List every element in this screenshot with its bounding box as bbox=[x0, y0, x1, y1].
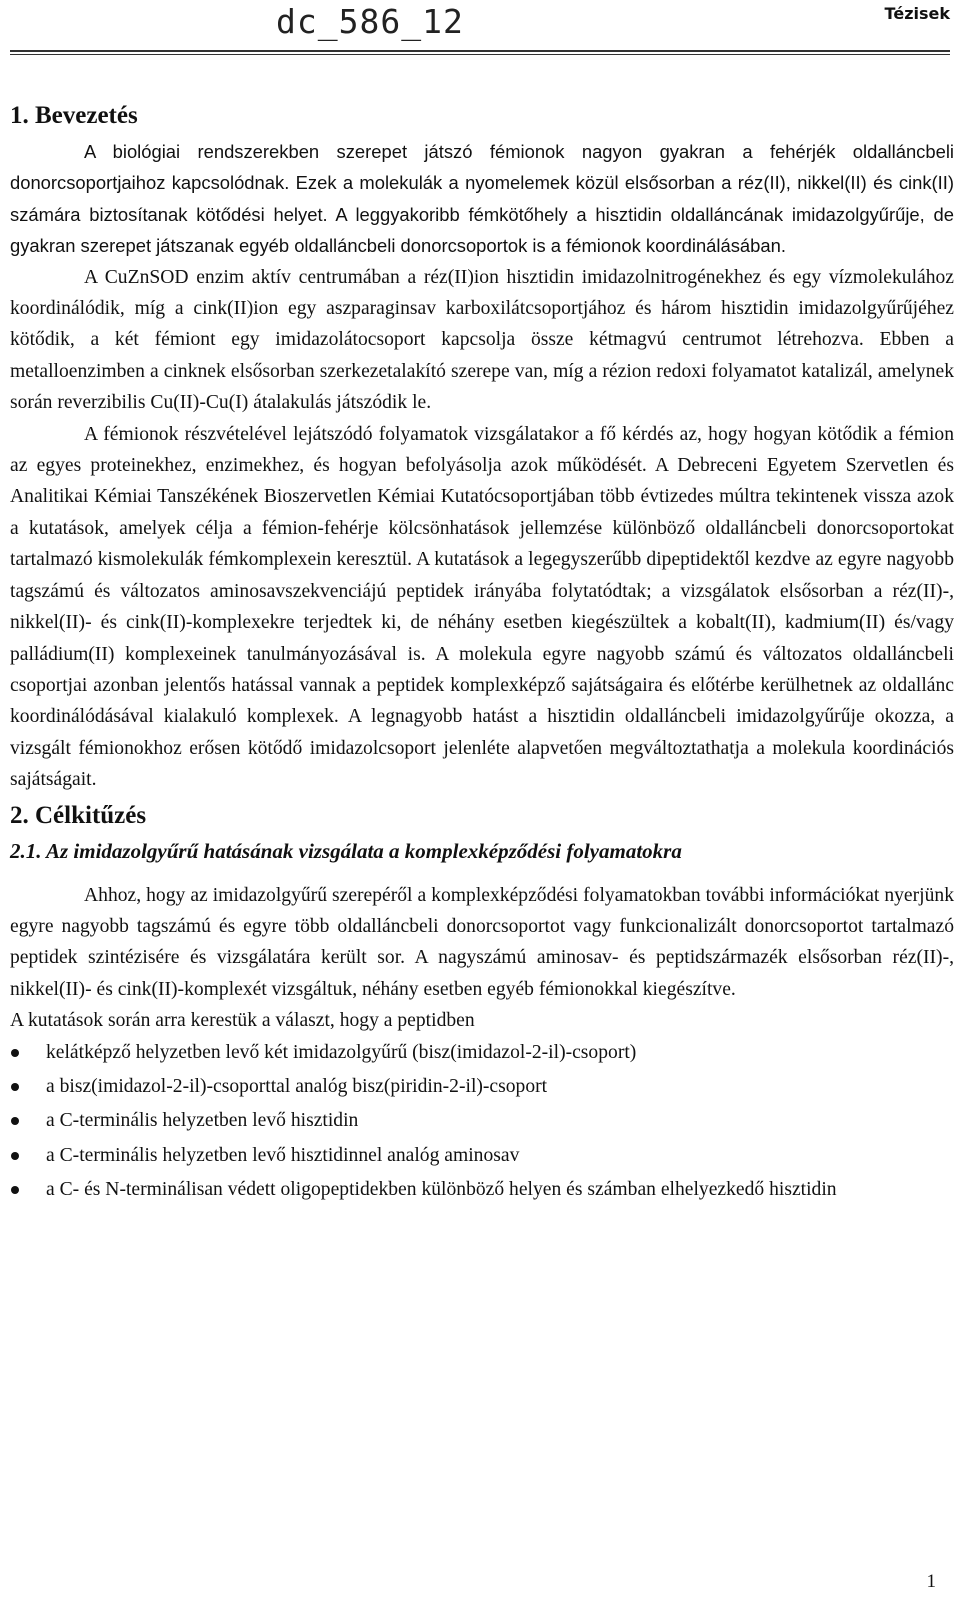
objectives-paragraph: Ahhoz, hogy az imidazolgyűrű szerepéről a komplexképződési folyamatokban további információkat nyerjünk egyre nagyobb tagszámú és egyre több oldalláncbeli donorcsoportot vagy funkcionalizált donorcsoportot tartalmazó peptidek szintézisére és vizsgálatára került sor. A nagyszámú aminosav- és peptidszármazék elsősorban réz(II)-, nikkel(II)- és cink(II)-komplexét vizsgáltuk, néhány esetben egyéb fémionokkal kiegészítve. bbox=[10, 884, 954, 1000]
list-item bbox=[10, 1174, 954, 1205]
document-body bbox=[10, 96, 954, 1209]
list-item bbox=[10, 1037, 954, 1068]
objectives-bullet-list bbox=[10, 1037, 954, 1206]
bullet-icon bbox=[11, 1083, 19, 1091]
intro-paragraph-3: A fémionok részvételével lejátszódó folyamatok vizsgálatakor a fő kérdés az, hogy hogyan kötődik a fémion az egyes proteinekhez, enzimekhez, és hogyan befolyásolja azok működését. A Debreceni Egyetem Szervetlen és Analitikai Kémiai Tanszékének Bioszervetlen Kémiai Kutatócsoportjában több évtizedes múltra tekintenek vissza azok a kutatások, amelyek célja a fémion-fehérje kölcsönhatások jellemzése különböző oldalláncbeli donorcsoportokat tartalmazó kismolekulák fémkomplexein keresztül. A kutatások a legegyszerűbb dipeptidektől kezdve az egyre nagyobb tagszámú és változatos aminosavszekvenciájú peptidek irányába folytatódtak; a vizsgálatok elsősorban a réz(II)-, nikkel(II)- és cink(II)-komplexekre terjedtek ki, de néhány esetben kiegészültek a kobalt(II), kadmium(II) és/vagy palládium(II) komplexeinek tanulmányozásával is. A molekula egyre nagyobb számú és változatos oldalláncbeli csoportjai azonban jelentős hatással vannak a peptidek komplexképző sajátságaira és előtérbe kerülhetnek az oldallánc koordinálódásával kialakuló komplexek. A legnagyobb hatást a hisztidin oldalláncbeli imidazolgyűrűje okozza, a vizsgált fémionokhoz erősen kötődő imidazolcsoport jelenléte alapvetően megváltoztathatja a molekula koordinációs sajátságait. bbox=[10, 423, 954, 791]
list-item-text: a C-terminális helyzetben levő hisztidin bbox=[46, 1110, 359, 1132]
bullet-icon bbox=[11, 1152, 19, 1160]
section-heading-objectives: 2. Célkitűzés bbox=[10, 801, 147, 829]
bullet-icon bbox=[11, 1049, 19, 1057]
list-item bbox=[10, 1140, 954, 1171]
list-item-text: a C- és N-terminálisan védett oligopeptidekben különböző helyen és számban elhelyezkedő hisztidin bbox=[46, 1179, 837, 1201]
page-number: 1 bbox=[926, 1571, 936, 1592]
subsection-heading: 2.1. Az imidazolgyűrű hatásának vizsgálata a komplexképződési folyamatokra bbox=[10, 838, 682, 863]
bullet-icon bbox=[11, 1117, 19, 1125]
list-item bbox=[10, 1105, 954, 1136]
list-item-text: a C-terminális helyzetben levő hisztidinnel analóg aminosav bbox=[46, 1144, 520, 1166]
intro-paragraph-2: A CuZnSOD enzim aktív centrumában a réz(II)ion hisztidin imidazolnitrogénekhez és egy vízmolekulához koordinálódik, míg a cink(II)ion egy aszparaginsav karboxilátcsoportjához és három hisztidin imidazolgyűrűjéhez kötődik, a két fémiont egy imidazolátocsoport kapcsolja össze kétmagvú centrumot létrehozva. Ebben a metalloenzimben a cinknek elsősorban szerkezetalakító szerepe van, míg a rézion redoxi folyamatot katalizál, amelynek során reverzibilis Cu(II)-Cu(I) átalakulás játszódik le. bbox=[10, 266, 954, 414]
list-item bbox=[10, 1071, 954, 1102]
list-item-text: a bisz(imidazol-2-il)-csoporttal analóg bisz(piridin-2-il)-csoport bbox=[46, 1075, 548, 1097]
section-heading-introduction: 1. Bevezetés bbox=[10, 102, 138, 129]
header-divider bbox=[10, 50, 950, 55]
document-id: dc_586_12 bbox=[276, 2, 464, 41]
header-label: Tézisek bbox=[884, 4, 950, 23]
objectives-intro-line: A kutatások során arra kerestük a választ, hogy a peptidben bbox=[10, 1010, 475, 1032]
intro-paragraph-1: A biológiai rendszerekben szerepet játszó fémionok nagyon gyakran a fehérjék oldalláncbeli donorcsoportjaihoz kapcsolódnak. Ezek a molekulák a nyomelemek közül elsősorban a réz(II), nikkel(II) és cink(II) számára biztosítanak kötődési helyet. A leggyakoribb fémkötőhely a hisztidin oldalláncának imidazolgyűrűje, de gyakran szerepet játszanak egyéb oldalláncbeli donorcsoportok is a fémionok koordinálásában. bbox=[10, 141, 954, 257]
bullet-icon bbox=[11, 1186, 19, 1194]
list-item-text: kelátképző helyzetben levő két imidazolgyűrű (bisz(imidazol-2-il)-csoport) bbox=[46, 1041, 637, 1063]
